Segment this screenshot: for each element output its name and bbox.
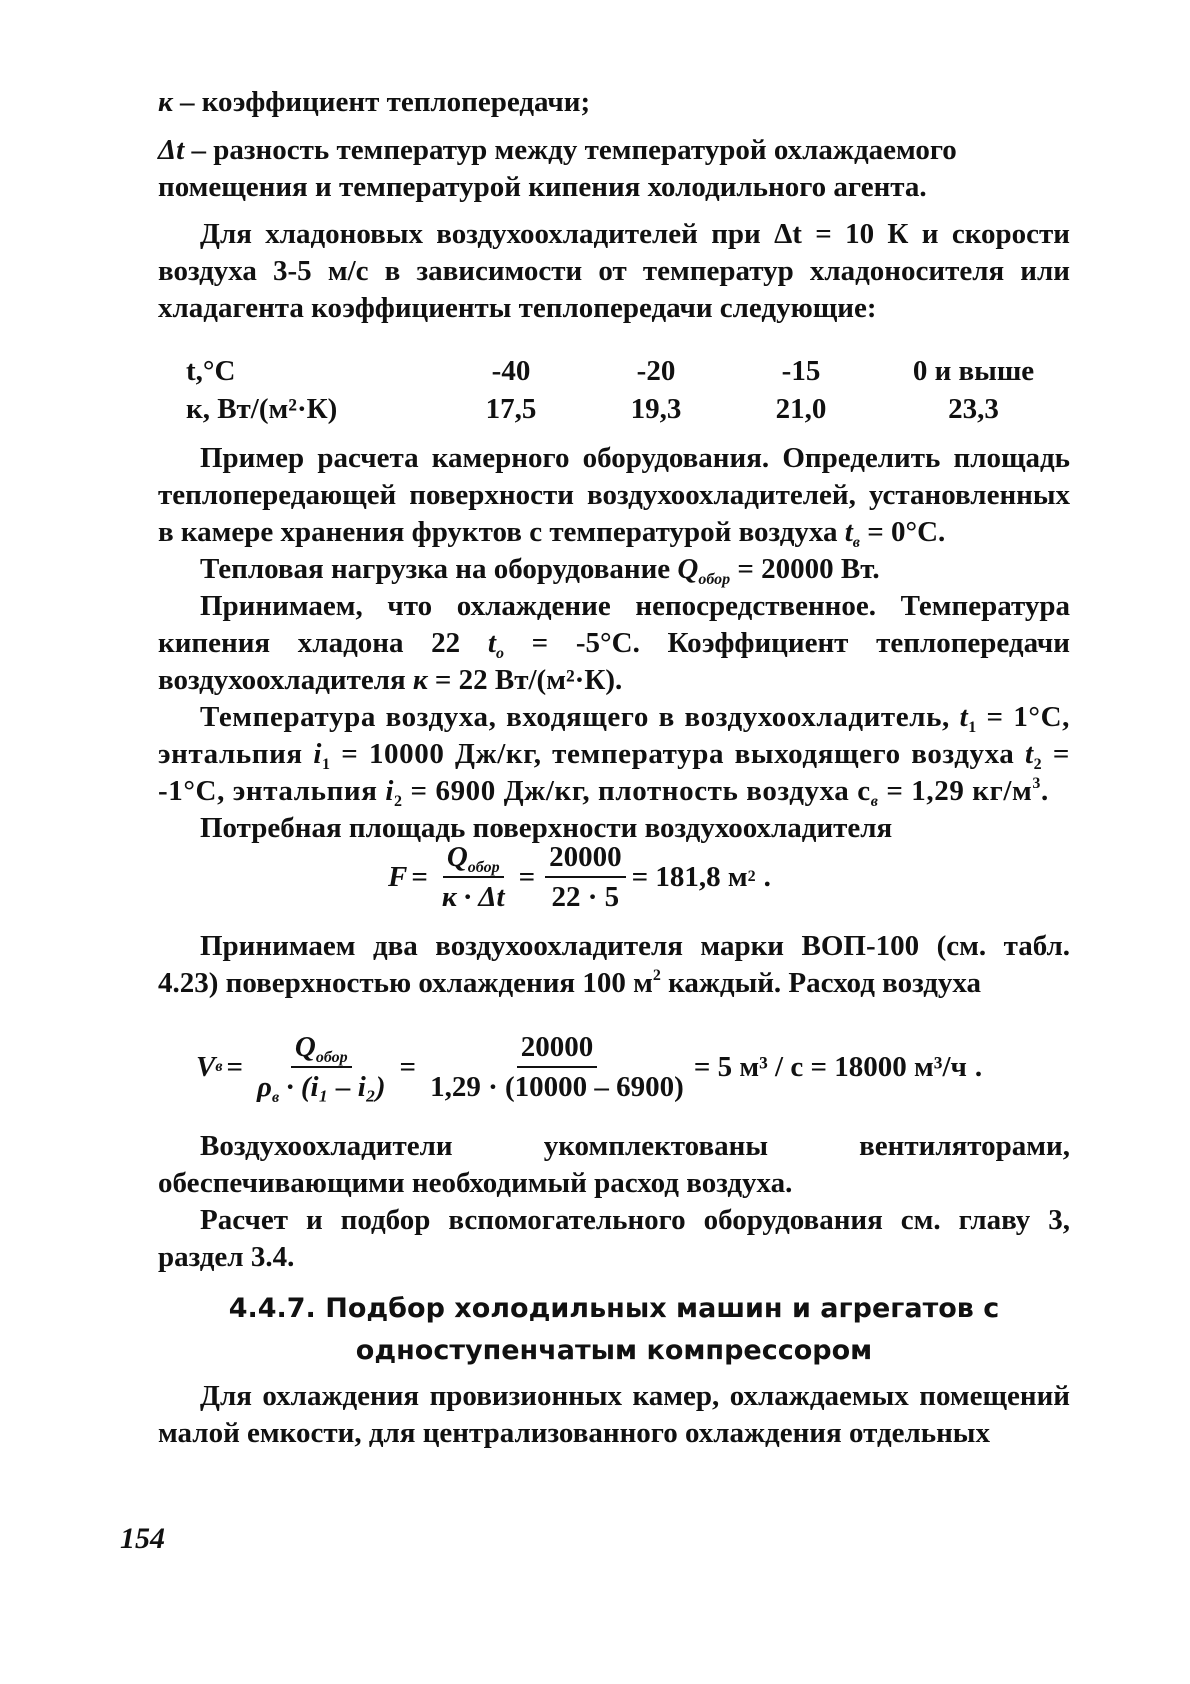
fraction-numeric: [426, 1030, 688, 1104]
c-subscript: в: [870, 793, 879, 810]
t2-symbol: t: [1025, 738, 1034, 770]
q-subscript: обор: [698, 571, 731, 588]
definition-k: [158, 84, 1070, 121]
load-paragraph: [158, 551, 1070, 588]
i2-subscript: 2: [394, 793, 403, 810]
heading-line1: 4.4.7. Подбор холодильных машин и агрегатов с: [228, 1293, 1000, 1324]
paragraph-last: [158, 1378, 1070, 1452]
fraction-numerator: 20000: [517, 1030, 598, 1068]
paragraph-two-coolers: [158, 928, 1070, 1002]
m3-superscript: 3: [1032, 775, 1041, 792]
equals-sign: =: [411, 860, 428, 893]
formula-result: = 181,8 м: [631, 860, 748, 893]
need-paragraph: Потребная площадь поверхности воздухоохладителя: [200, 812, 893, 844]
fraction-numeric: [545, 840, 626, 914]
t2-subscript: 2: [1033, 756, 1043, 773]
table-row: [186, 390, 1081, 428]
section-heading: [158, 1288, 1070, 1372]
paragraph-coefficients-intro: [158, 216, 1070, 327]
fraction-denominator: 22 · 5: [551, 881, 620, 913]
last-text: Для охлаждения провизионных камер, охлаждаемых помещений малой емкости, для централизованного охлаждения отдельных: [158, 1380, 1070, 1449]
dt-definition-line2: помещения и температурой кипения холодильного агента.: [158, 171, 927, 203]
table-cell: 21,0: [775, 393, 827, 425]
table-cell: 0 и выше: [912, 355, 1035, 387]
fans-text: Воздухоохладители укомплектованы вентиляторами, обеспечивающими необходимый расход воздуха.: [158, 1130, 1070, 1199]
t-subscript: в: [852, 534, 860, 551]
fraction-q-over-kdt: [438, 840, 509, 914]
example-text-end: = 0°С.: [859, 516, 946, 548]
air-text-f: = 1,29 кг/м: [878, 775, 1033, 807]
q-subscript: обор: [467, 859, 500, 876]
equals-sign: =: [226, 1050, 244, 1083]
load-value: = 20000 Вт.: [730, 553, 880, 585]
example-text: Определить площадь теплопередающей поверхности воздухоохладителей, установленных в камере хранения фруктов с температурой воздуха: [158, 442, 1071, 548]
formula-dot: .: [763, 860, 771, 893]
table-cell-label-k: к, Вт/(м²·К): [186, 393, 338, 425]
table-cell: -20: [636, 355, 676, 387]
paragraph-fans: [158, 1128, 1070, 1276]
table-cell: 17,5: [485, 393, 537, 425]
air-text-d: = -1°С, энтальпия: [158, 738, 1071, 807]
t0-subscript: o: [495, 645, 504, 662]
table-row: [186, 352, 1081, 390]
i2-symbol: i: [385, 775, 395, 807]
fraction-denominator: [253, 1068, 390, 1104]
aux-text: Расчет и подбор вспомогательного оборудования см. главу 3, раздел 3.4.: [158, 1204, 1070, 1273]
table-cell: -15: [781, 355, 821, 387]
formula-dot: .: [974, 1050, 983, 1083]
equals-sign: =: [399, 1050, 417, 1083]
k-symbol-inline: к: [412, 664, 428, 696]
q-symbol: Q: [294, 1031, 316, 1063]
fraction-denominator: 1,29 · (10000 – 6900): [430, 1071, 684, 1103]
two-coolers-text-b: каждый. Расход воздуха: [660, 967, 981, 999]
fraction-numerator: 20000: [545, 840, 626, 878]
formula-area: F = $\frac{Q_{обор}}{к \cdot \Delta t}$ = $\frac{20000}{22 \cdot 5}$ = 181,8 м 2 .: [388, 841, 771, 913]
heading-line2: одноступенчатым компрессором: [355, 1335, 873, 1366]
accept-text-c: = 22 Вт/(м²·К).: [427, 664, 623, 696]
i1-subscript: 1: [322, 756, 331, 773]
formula-airflow: V в = $\frac{Q_{обор}}{\rho_в \cdot (i_1 - i_2)}$ = $\frac{20000}{1,29 \cdot (10000 - 6900)}$ = 5 м³ / с = 18000 м³/ч .: [196, 1031, 983, 1106]
two-coolers-text-a: Принимаем два воздухоохладителя марки ВОП-100 (см. табл. 4.23) поверхностью охлаждения 100 м: [158, 930, 1070, 999]
t1-symbol: t: [959, 701, 969, 733]
air-text-c: = 10000 Дж/кг, температура выходящего воздуха: [330, 738, 1025, 770]
t-symbol: t: [844, 516, 853, 548]
m2-superscript: 2: [652, 967, 661, 984]
dt-symbol: Δt: [158, 134, 185, 166]
formula-f: F: [388, 860, 408, 893]
accept-paragraph: [158, 588, 1070, 699]
two-coolers-text: [158, 928, 1070, 1002]
air-paragraph: [158, 699, 1070, 810]
accept-text-a: Принимаем, что охлаждение непосредственное. Температура кипения хладона 22: [158, 590, 1070, 659]
q-symbol: Q: [446, 841, 468, 873]
table-cell-label-t: t,°C: [186, 355, 236, 387]
table-cell: 19,3: [630, 393, 682, 425]
enthalpy-difference: · (i₁ – i₂): [279, 1071, 386, 1103]
equals-sign: =: [518, 860, 536, 893]
i1-symbol: i: [313, 738, 322, 770]
air-text-e: = 6900 Дж/кг, плотность воздуха с: [402, 775, 871, 807]
formula-result: = 5 м³ / с = 18000 м³/ч: [693, 1050, 967, 1083]
load-text: Тепловая нагрузка на оборудование: [200, 553, 678, 585]
dt-definition-line1: – разность температур между температурой охлаждаемого: [184, 134, 957, 166]
t1-subscript: 1: [968, 719, 977, 736]
rho-subscript: в: [271, 1089, 280, 1106]
fraction-denominator: к · Δt: [441, 881, 505, 913]
fraction-numerator: [291, 1030, 352, 1068]
fraction-q-over-rho: [253, 1030, 390, 1104]
accept-text-b: = -5°С. Коэффициент теплопередачи воздухоохладителя: [158, 627, 1070, 696]
air-text-g: .: [1041, 775, 1049, 807]
q-symbol: Q: [677, 553, 699, 585]
air-text-a: Температура воздуха, входящего в воздухоохладитель,: [200, 701, 960, 733]
air-text-b: = 1°С, энтальпия: [158, 701, 1071, 770]
example-title: Пример расчета камерного оборудования.: [200, 442, 770, 474]
coefficients-intro-text: Для хладоновых воздухоохладителей при Δt = 10 К и скорости воздуха 3-5 м/с в зависимости от температур хладоносителя или хладагента коэффициенты теплопередачи следующие:: [158, 218, 1070, 324]
k-symbol: к: [158, 86, 173, 118]
table-cell: 23,3: [948, 393, 999, 425]
example-block: [158, 440, 1070, 847]
q-subscript: обор: [315, 1049, 348, 1066]
coefficient-table: [186, 352, 1081, 428]
k-definition: – коэффициент теплопередачи;: [172, 86, 591, 118]
t0-symbol: t: [487, 627, 496, 659]
definition-dt: [158, 132, 1070, 206]
rho-symbol: ρ: [257, 1071, 272, 1103]
table-cell: -40: [491, 355, 531, 387]
fraction-numerator: [443, 840, 504, 878]
v-symbol: V: [196, 1050, 216, 1083]
page-number: 154: [120, 1522, 165, 1555]
example-paragraph: [158, 440, 1070, 551]
